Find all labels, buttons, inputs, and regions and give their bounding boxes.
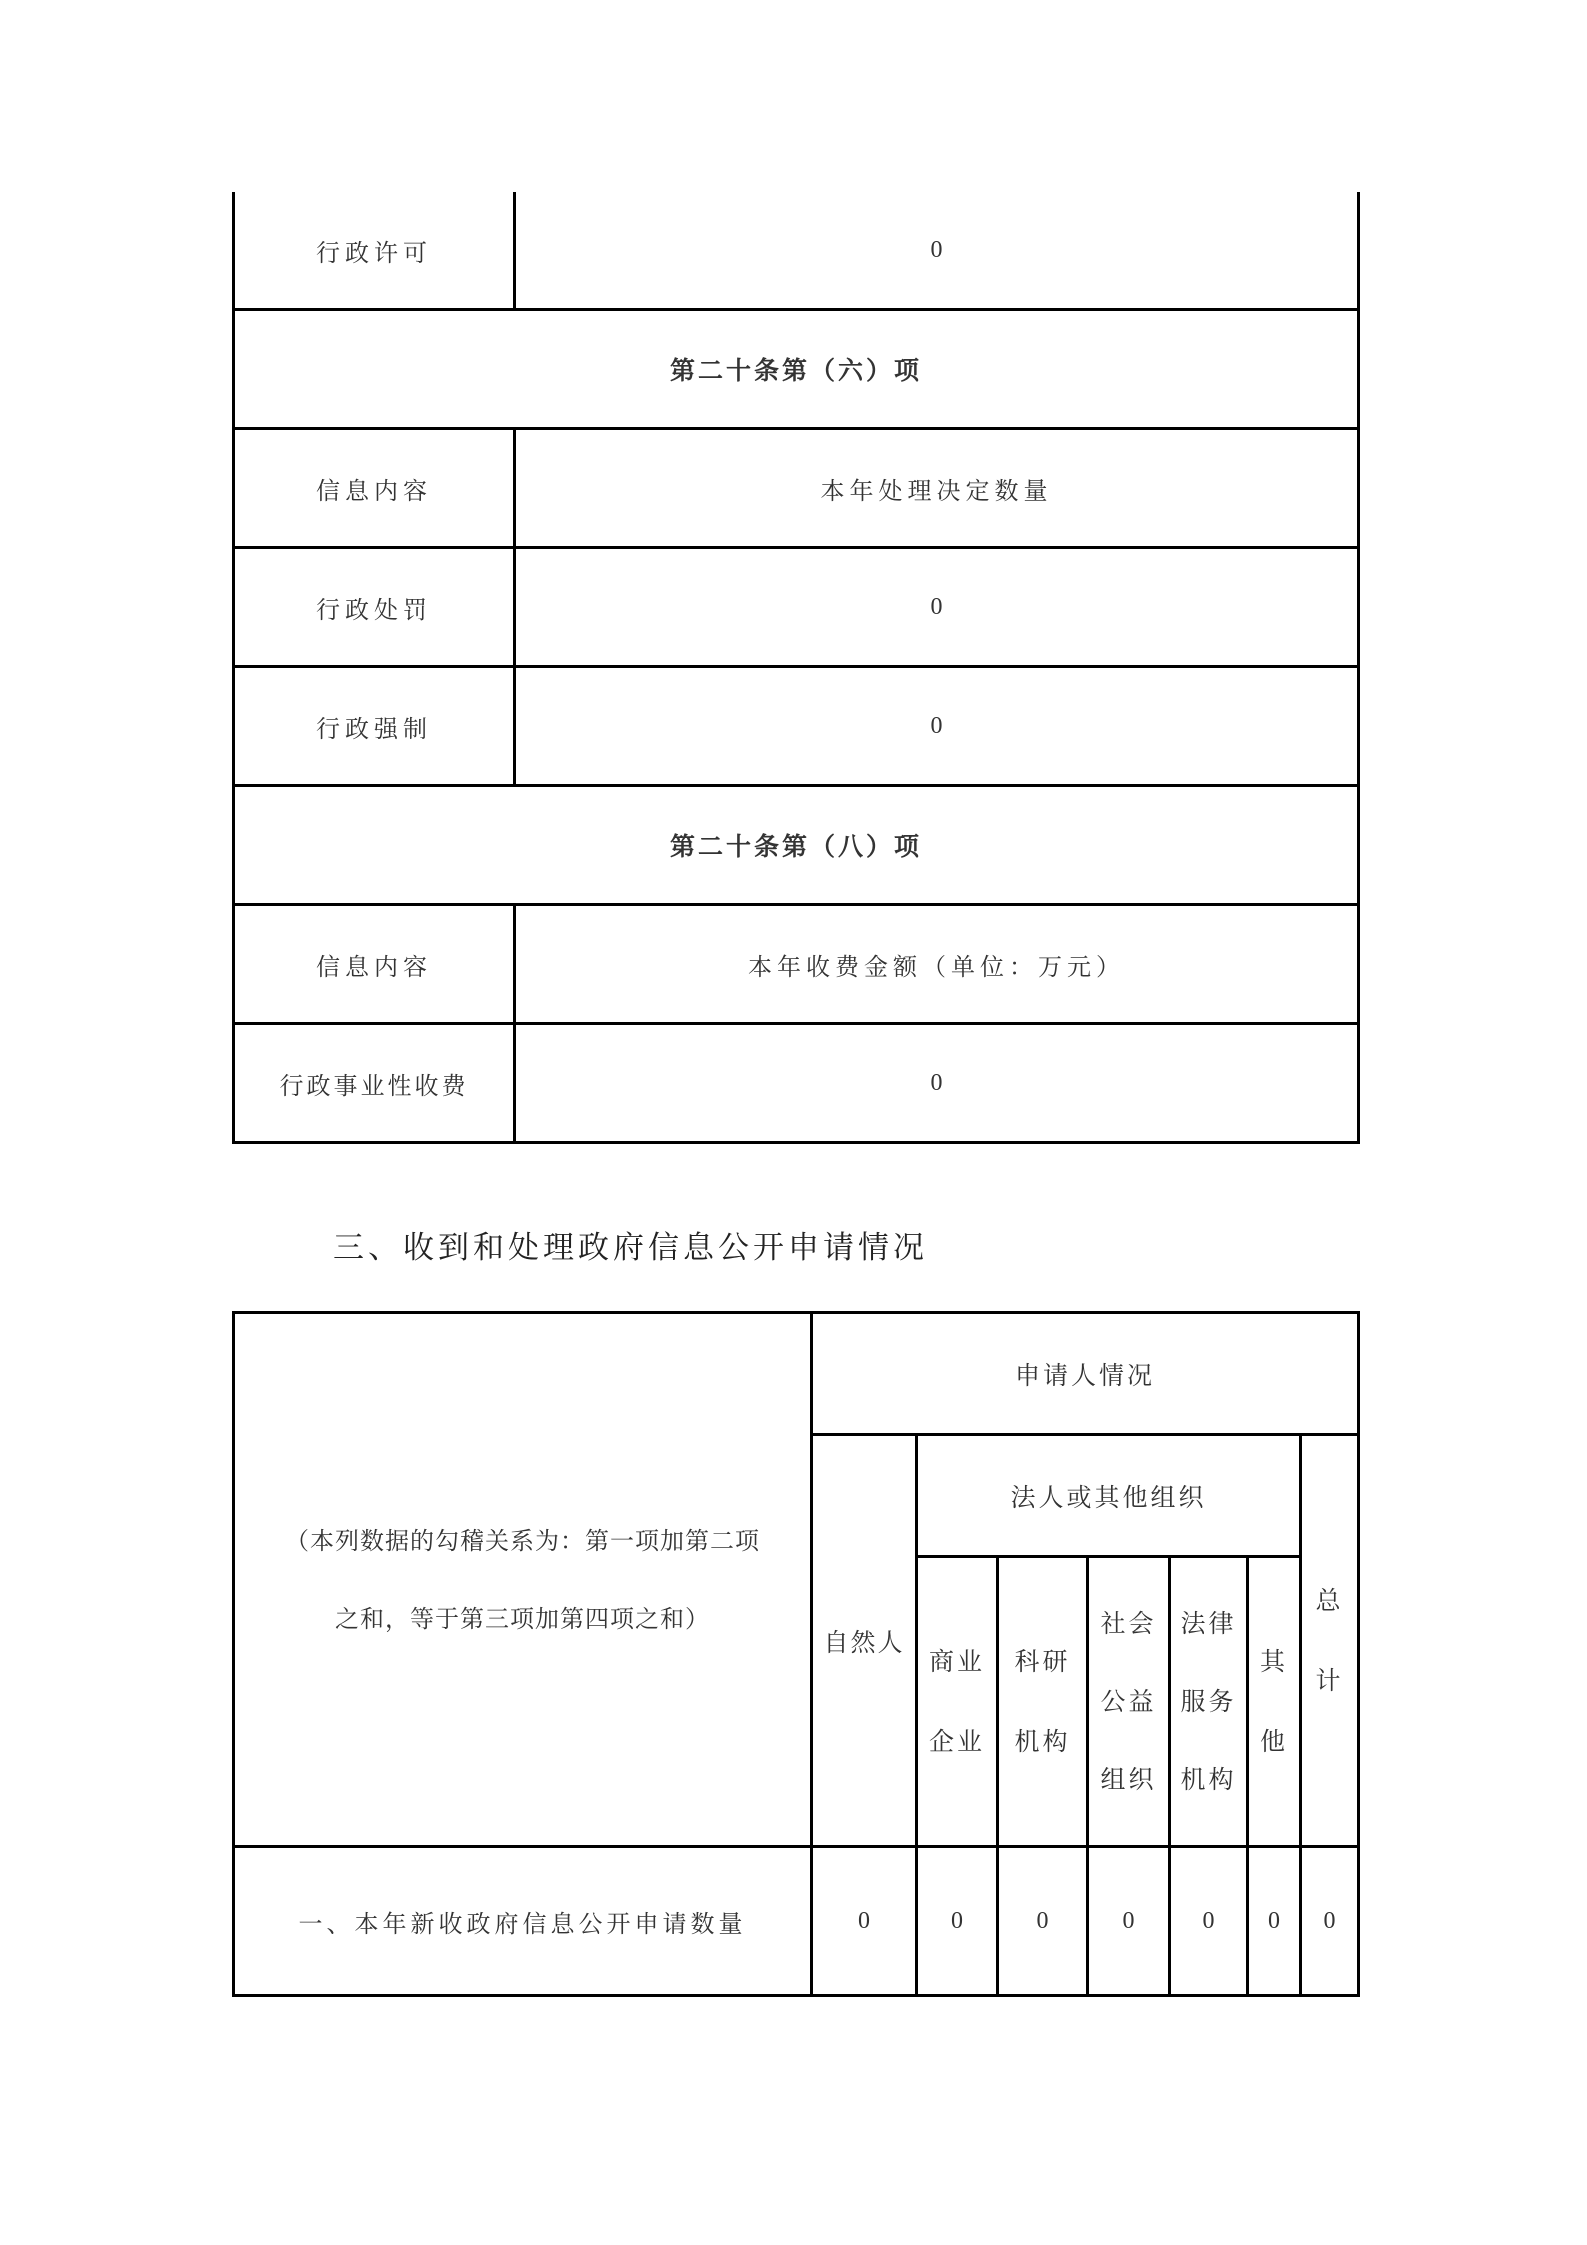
row-label: 信息内容 <box>234 429 515 548</box>
row-value: 本年收费金额（单位：万元） <box>515 905 1359 1024</box>
col-header-research <box>998 1557 1088 1847</box>
section-heading: 三、收到和处理政府信息公开申请情况 <box>333 1230 928 1266</box>
row-label: 行政强制 <box>234 667 515 786</box>
total-header-line-2: 计 <box>1315 1665 1344 1695</box>
header-line: 商业 <box>928 1646 985 1676</box>
note-cell <box>234 1313 812 1847</box>
row-label: 行政处罚 <box>234 548 515 667</box>
disclosure-table-article-20 <box>232 192 1360 1144</box>
row-label: 行政事业性收费 <box>234 1024 515 1143</box>
col-header-business <box>917 1557 998 1847</box>
header-line: 社会 <box>1100 1608 1157 1638</box>
value-other: 0 <box>1248 1847 1301 1996</box>
table-row <box>234 429 1359 548</box>
row-label: 行政许可 <box>234 192 515 310</box>
row-label: 一、本年新收政府信息公开申请数量 <box>234 1847 812 1996</box>
header-line: 机构 <box>1180 1764 1237 1794</box>
header-line: 他 <box>1259 1726 1288 1756</box>
table-row <box>234 667 1359 786</box>
row-value: 0 <box>515 1024 1359 1143</box>
applicant-header: 申请人情况 <box>812 1313 1359 1435</box>
header-line: 公益 <box>1100 1686 1157 1716</box>
total-header <box>1301 1435 1359 1847</box>
table-row <box>234 1024 1359 1143</box>
total-header-line-1: 总 <box>1315 1585 1344 1615</box>
header-row-1 <box>234 1313 1359 1435</box>
value-public-welfare: 0 <box>1088 1847 1170 1996</box>
value-legal-services: 0 <box>1170 1847 1248 1996</box>
value-research: 0 <box>998 1847 1088 1996</box>
row-label: 信息内容 <box>234 905 515 1024</box>
value-total: 0 <box>1301 1847 1359 1996</box>
applications-table <box>232 1311 1360 1997</box>
table-row <box>234 1847 1359 1996</box>
header-line: 法律 <box>1180 1608 1237 1638</box>
row-value: 0 <box>515 192 1359 310</box>
header-line: 服务 <box>1180 1686 1237 1716</box>
header-line: 机构 <box>1014 1726 1071 1756</box>
col-header-public-welfare <box>1088 1557 1170 1847</box>
natural-person-header: 自然人 <box>812 1435 917 1847</box>
header-line: 组织 <box>1100 1764 1157 1794</box>
header-line: 企业 <box>928 1726 985 1756</box>
section-row <box>234 310 1359 429</box>
table-row <box>234 905 1359 1024</box>
section-title-item-6: 第二十条第（六）项 <box>234 310 1359 429</box>
value-natural-person: 0 <box>812 1847 917 1996</box>
section-title-item-8: 第二十条第（八）项 <box>234 786 1359 905</box>
row-value: 本年处理决定数量 <box>515 429 1359 548</box>
note-line-2: 之和，等于第三项加第四项之和） <box>335 1604 710 1633</box>
legal-org-header: 法人或其他组织 <box>917 1435 1301 1557</box>
section-row <box>234 786 1359 905</box>
note-line-1: （本列数据的勾稽关系为：第一项加第二项 <box>285 1526 760 1555</box>
col-header-other <box>1248 1557 1301 1847</box>
value-business: 0 <box>917 1847 998 1996</box>
row-value: 0 <box>515 548 1359 667</box>
header-line: 其 <box>1259 1646 1288 1676</box>
table-row <box>234 192 1359 310</box>
row-value: 0 <box>515 667 1359 786</box>
header-line: 科研 <box>1014 1646 1071 1676</box>
table-row <box>234 548 1359 667</box>
col-header-legal-services <box>1170 1557 1248 1847</box>
